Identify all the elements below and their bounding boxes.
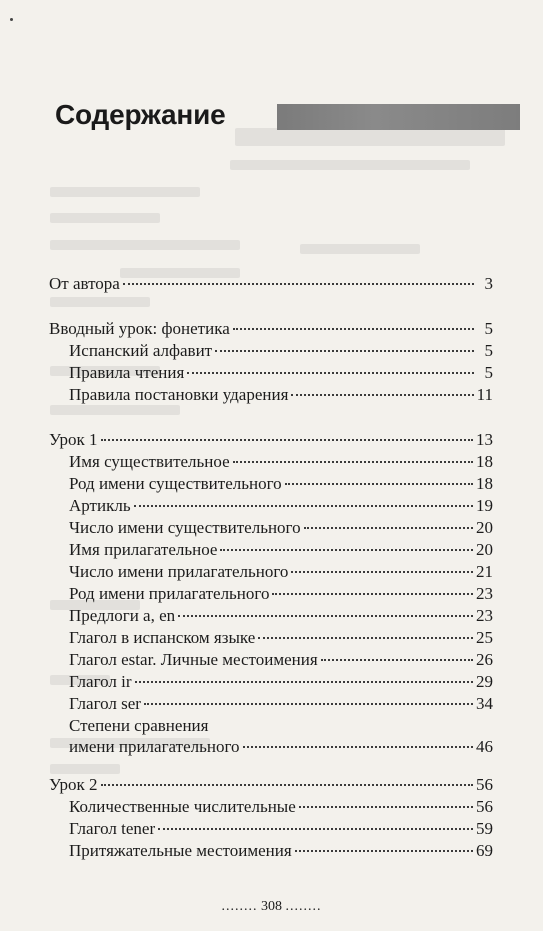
toc-entry-page: 18	[476, 452, 493, 471]
toc-entry-label: Имя существительное	[69, 452, 230, 471]
toc-entry	[49, 774, 493, 796]
footer-dots-right: ........	[285, 899, 322, 914]
toc-entry-page: 20	[476, 540, 493, 559]
toc-subentry	[69, 605, 493, 627]
dot-leader	[144, 703, 473, 705]
dot-leader	[215, 350, 474, 352]
toc-entry-label: Глагол tener	[69, 819, 156, 838]
toc-entry-label: Количественные числительные	[69, 797, 296, 816]
toc-subentry	[69, 539, 493, 561]
toc-entry-page: 3	[484, 274, 493, 293]
toc-entry-label: Притяжательные местоимения	[69, 841, 292, 860]
toc-entry	[49, 273, 493, 295]
toc-entry-page: 46	[476, 737, 493, 756]
toc-entry-label: Предлоги a, en	[69, 606, 176, 625]
toc-subentry	[69, 671, 493, 693]
toc-subentry	[69, 384, 493, 406]
toc-entry-label-line1: Степени сравнения	[69, 716, 209, 735]
toc-subentry-multiline	[69, 715, 493, 757]
toc-entry-label: Число имени существительного	[69, 518, 301, 537]
toc-subentry	[69, 561, 493, 583]
heading-block	[55, 98, 520, 132]
toc-entry-label: Урок 2	[49, 775, 98, 794]
dot-leader	[134, 505, 473, 507]
toc-entry-label: Глагол в испанском языке	[69, 628, 256, 647]
dot-leader	[291, 394, 473, 396]
toc-subentry	[69, 818, 493, 840]
toc-entry-page: 26	[476, 650, 493, 669]
toc-entry	[49, 318, 493, 340]
toc-subentry	[69, 840, 493, 862]
toc-subentry	[69, 362, 493, 384]
heading-decorative-bar	[277, 104, 520, 130]
toc-entry-page: 13	[476, 430, 493, 449]
toc-subentry	[69, 451, 493, 473]
dot-leader	[299, 806, 473, 808]
toc-entry-page: 23	[476, 606, 493, 625]
dot-leader	[272, 593, 473, 595]
toc-entry-page: 34	[476, 694, 493, 713]
toc-entry-label-line2: имени прилагательного	[69, 737, 240, 756]
page-footer	[0, 899, 543, 915]
dot-leader	[178, 615, 473, 617]
dot-leader	[101, 439, 473, 441]
toc-entry-label: Урок 1	[49, 430, 98, 449]
toc-entry-label: Глагол ser	[69, 694, 141, 713]
toc-subentry	[69, 473, 493, 495]
toc-entry-page: 11	[476, 385, 493, 404]
dot-leader	[101, 784, 473, 786]
page-title: Содержание	[55, 99, 226, 130]
toc-entry-line2	[69, 736, 493, 757]
toc-entry-page: 18	[476, 474, 493, 493]
footer-dots-left: ........	[221, 899, 258, 914]
dot-leader	[243, 746, 473, 748]
dot-leader	[220, 549, 473, 551]
toc-subentry	[69, 627, 493, 649]
dot-leader	[321, 659, 473, 661]
toc-entry-page: 29	[476, 672, 493, 691]
toc-entry-page: 59	[476, 819, 493, 838]
toc-entry-label: Глагол estar. Личные местоимения	[69, 650, 318, 669]
dot-leader	[295, 850, 473, 852]
toc-entry-page: 56	[476, 775, 493, 794]
toc-entry-page: 5	[484, 319, 493, 338]
dot-leader	[135, 681, 473, 683]
toc-entry-label: Род имени существительного	[69, 474, 282, 493]
toc-entry-label: Имя прилагательное	[69, 540, 218, 559]
toc-entry-label: Правила постановки ударения	[69, 385, 289, 404]
dot-leader	[158, 828, 473, 830]
dot-leader	[123, 283, 474, 285]
toc-entry-page: 19	[476, 496, 493, 515]
toc-entry	[49, 429, 493, 451]
dot-leader	[233, 461, 473, 463]
toc-entry-label: Испанский алфавит	[69, 341, 213, 360]
toc-entry-page: 21	[476, 562, 493, 581]
page-number: 308	[261, 899, 282, 914]
dot-leader	[233, 328, 474, 330]
toc-entry-label: Вводный урок: фонетика	[49, 319, 230, 338]
toc-entry-label: Род имени прилагательного	[69, 584, 270, 603]
toc-entry-label: Число имени прилагательного	[69, 562, 289, 581]
toc-subentry	[69, 583, 493, 605]
toc-entry-page: 5	[484, 363, 493, 382]
dot-leader	[285, 483, 473, 485]
toc-entry-page: 23	[476, 584, 493, 603]
toc-entry-page: 69	[476, 841, 493, 860]
toc-subentry	[69, 693, 493, 715]
toc-entry-label: Глагол ir	[69, 672, 132, 691]
toc-entry-label: Правила чтения	[69, 363, 185, 382]
dot-leader	[258, 637, 473, 639]
toc-entry-label: Артикль	[69, 496, 131, 515]
toc-subentry	[69, 495, 493, 517]
toc-entry-page: 5	[484, 341, 493, 360]
toc-entry-page: 20	[476, 518, 493, 537]
toc-entry-page: 25	[476, 628, 493, 647]
toc-entry-page: 56	[476, 797, 493, 816]
toc-entry-label: От автора	[49, 274, 120, 293]
toc-subentry	[69, 517, 493, 539]
dot-leader	[291, 571, 473, 573]
toc-subentry	[69, 649, 493, 671]
dot-leader	[304, 527, 473, 529]
print-speck	[10, 18, 13, 21]
dot-leader	[187, 372, 474, 374]
toc-subentry	[69, 796, 493, 818]
toc-subentry	[69, 340, 493, 362]
